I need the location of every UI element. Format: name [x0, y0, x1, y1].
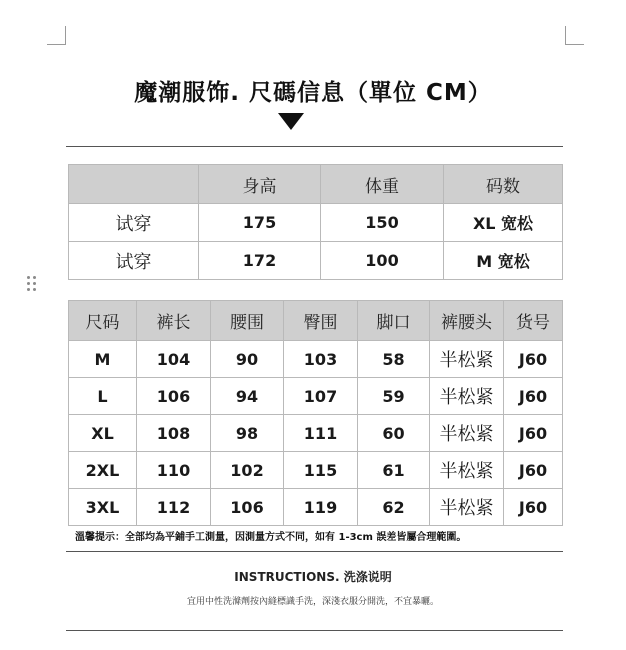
table-cell: 半松紧	[430, 452, 504, 489]
table-header	[69, 165, 199, 204]
table-cell: 119	[284, 489, 358, 526]
down-arrow-icon	[278, 113, 304, 130]
fit-reference-table	[68, 164, 563, 280]
table-cell: 90	[211, 341, 284, 378]
table-row	[69, 415, 563, 452]
table-cell: 175	[199, 204, 321, 242]
table-cell: J60	[504, 489, 563, 526]
table-header: 裤腰头	[430, 301, 504, 341]
table-cell: 94	[211, 378, 284, 415]
table-cell: L	[69, 378, 137, 415]
table-header: 身高	[199, 165, 321, 204]
table-header: 尺码	[69, 301, 137, 341]
table-cell: 60	[358, 415, 430, 452]
table-cell: XL 宽松	[444, 204, 563, 242]
table-cell: 2XL	[69, 452, 137, 489]
table-cell: 106	[211, 489, 284, 526]
table-header: 裤长	[137, 301, 211, 341]
table-cell: 150	[321, 204, 444, 242]
table-cell: 172	[199, 242, 321, 280]
table-header: 体重	[321, 165, 444, 204]
table-cell: 半松紧	[430, 341, 504, 378]
table-cell: 102	[211, 452, 284, 489]
table-cell: 110	[137, 452, 211, 489]
notice-divider	[66, 551, 563, 552]
table-header-row	[69, 301, 563, 341]
table-cell: 107	[284, 378, 358, 415]
crop-mark-top-left-horizontal	[47, 44, 66, 45]
table-row	[69, 452, 563, 489]
table-cell: M	[69, 341, 137, 378]
table-cell: 61	[358, 452, 430, 489]
table-cell: 108	[137, 415, 211, 452]
crop-mark-top-left-vertical	[65, 26, 66, 44]
table-cell: 半松紧	[430, 415, 504, 452]
table-cell: 106	[137, 378, 211, 415]
table-cell: 115	[284, 452, 358, 489]
table-cell: J60	[504, 452, 563, 489]
table-cell: 104	[137, 341, 211, 378]
table-cell: J60	[504, 415, 563, 452]
table-cell: 112	[137, 489, 211, 526]
table-cell: 103	[284, 341, 358, 378]
page-title: 魔潮服饰. 尺碼信息（單位 CM）	[134, 80, 492, 106]
table-row	[69, 378, 563, 415]
table-cell: J60	[504, 378, 563, 415]
table-header: 臀围	[284, 301, 358, 341]
table-cell: 111	[284, 415, 358, 452]
table-cell: 58	[358, 341, 430, 378]
size-chart-table	[68, 300, 563, 526]
table-cell: 半松紧	[430, 489, 504, 526]
table-cell: XL	[69, 415, 137, 452]
table-cell: 3XL	[69, 489, 137, 526]
measurement-notice: 溫馨提示：全部均為平鋪手工測量，因測量方式不同，如有 1-3cm 誤差皆屬合理範圍。	[75, 532, 467, 543]
table-cell: M 宽松	[444, 242, 563, 280]
table-cell: 半松紧	[430, 378, 504, 415]
table-cell: 98	[211, 415, 284, 452]
table-row	[69, 204, 563, 242]
table-header: 脚口	[358, 301, 430, 341]
table-row	[69, 242, 563, 280]
table-header-row	[69, 165, 563, 204]
crop-mark-top-right-horizontal	[565, 44, 584, 45]
table-cell: 59	[358, 378, 430, 415]
table-cell: 试穿	[69, 242, 199, 280]
crop-mark-top-right-vertical	[565, 26, 566, 44]
drag-handle-icon[interactable]	[27, 276, 37, 292]
table-row	[69, 489, 563, 526]
table-row	[69, 341, 563, 378]
instructions-title: INSTRUCTIONS. 洗涤说明	[234, 570, 392, 584]
table-header: 码数	[444, 165, 563, 204]
table-header: 货号	[504, 301, 563, 341]
table-header: 腰围	[211, 301, 284, 341]
title-divider	[66, 146, 563, 147]
table-cell: 试穿	[69, 204, 199, 242]
bottom-divider	[66, 630, 563, 631]
table-cell: 62	[358, 489, 430, 526]
table-cell: J60	[504, 341, 563, 378]
table-cell: 100	[321, 242, 444, 280]
instructions-body: 宜用中性洗滌劑按內縫標識手洗，深淺衣服分開洗，不宜暴曬。	[186, 597, 439, 607]
